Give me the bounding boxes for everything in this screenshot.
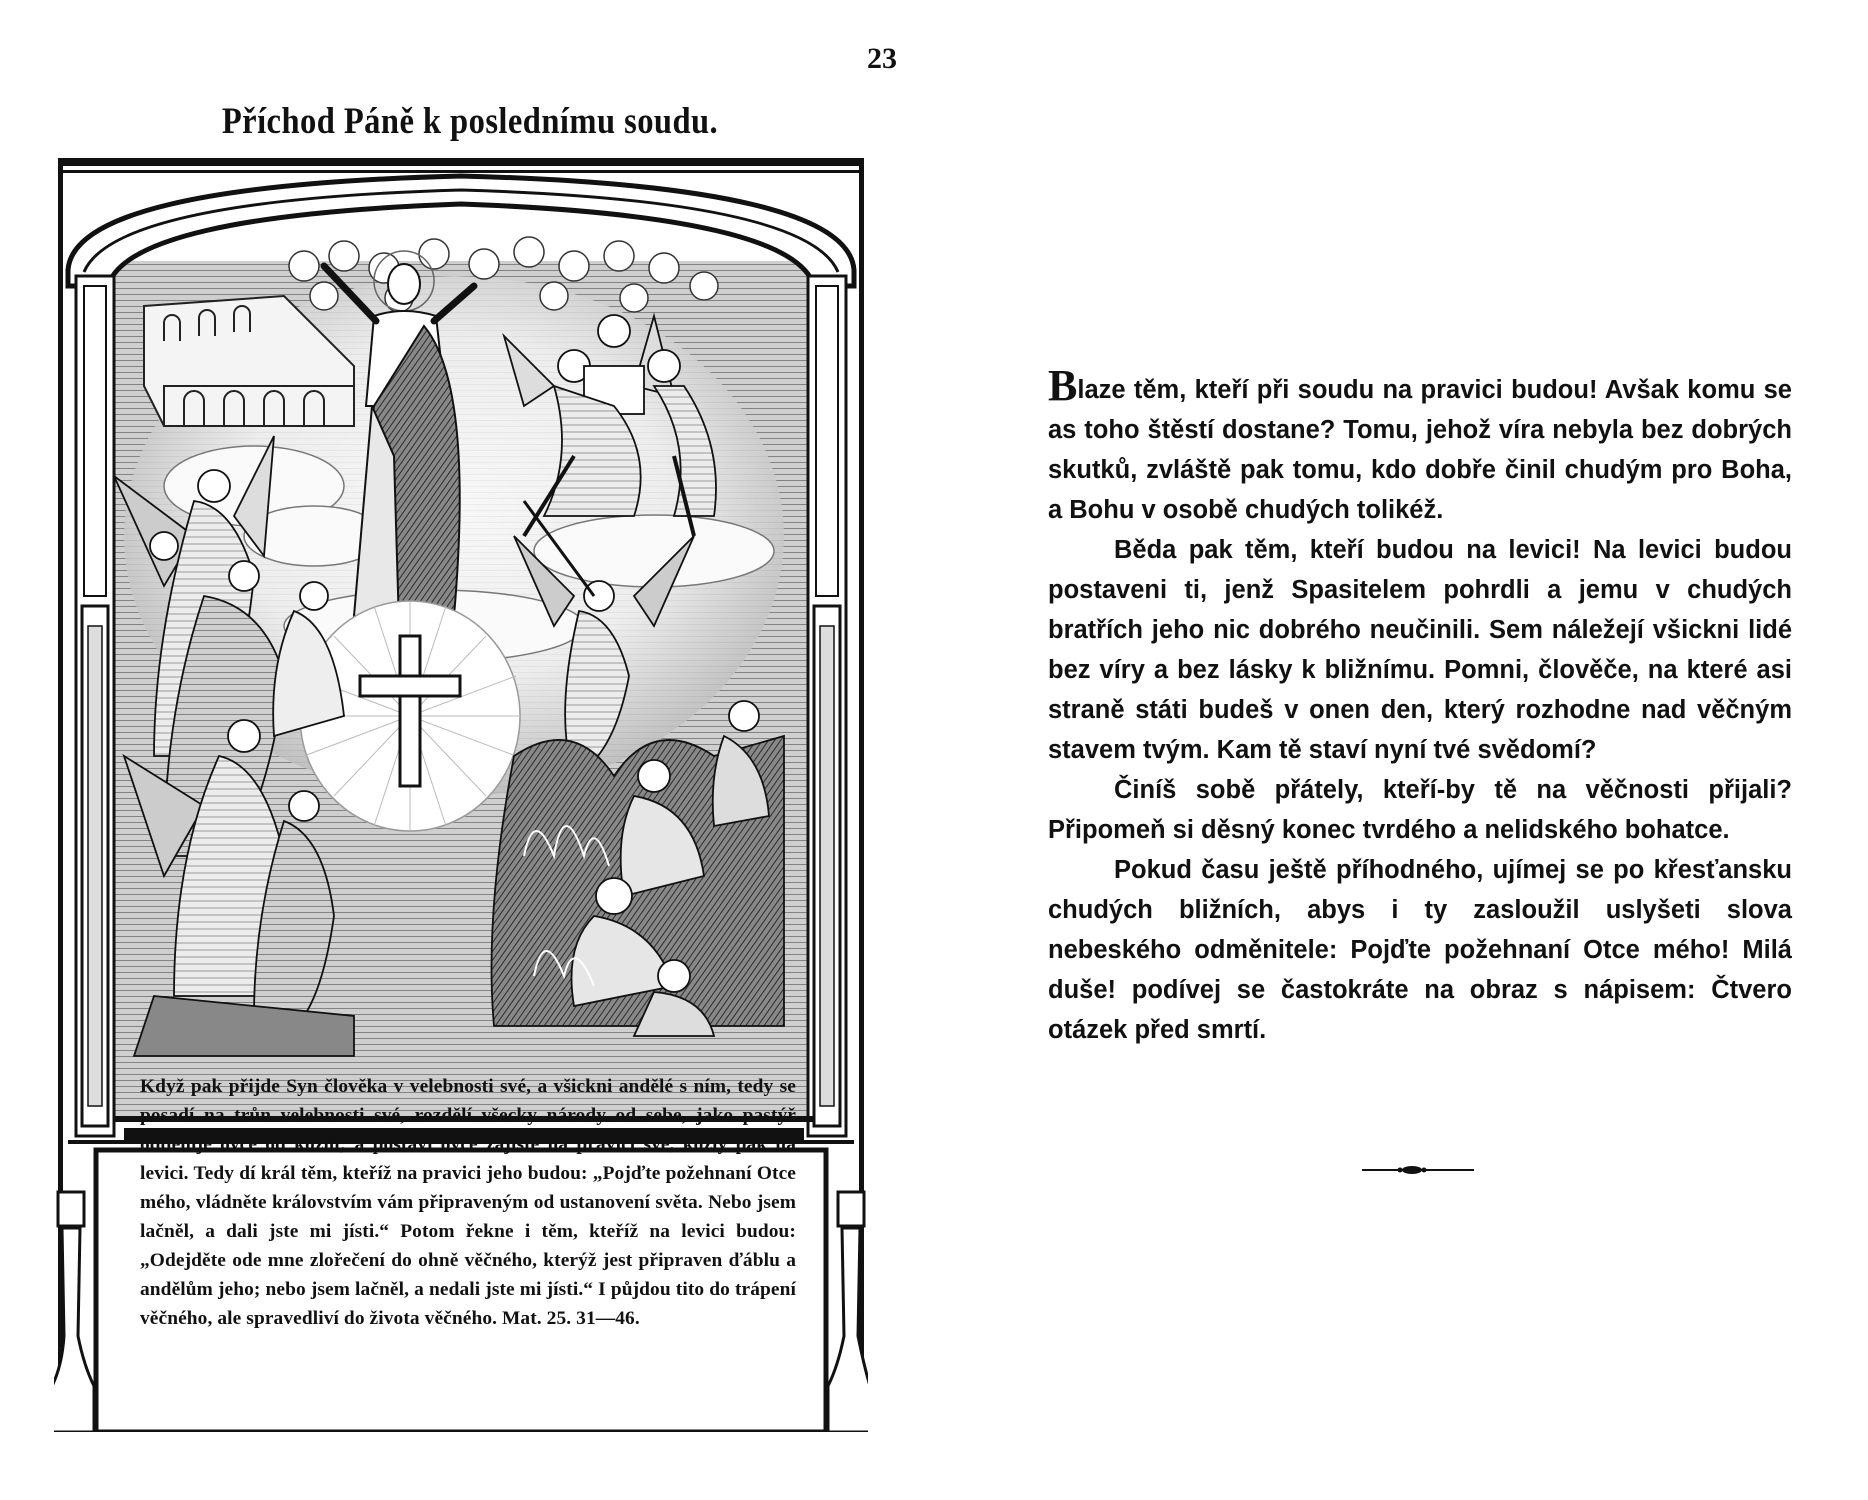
left-pillar [76,276,114,1136]
paragraph-1 [1048,361,1792,530]
paragraph-3: Činíš sobě přátely, kteří-by tě na věčnosti přijali? Připomeň si děsný konec tvrdého a nelidského bohatce. [1048,776,1792,844]
body-text [1048,361,1792,1050]
drop-cap: B [1048,361,1078,410]
plate-caption: Když pak přijde Syn člověka v velebnosti své, a všickni andělé s ním, tedy se posadí na trůn velebnosti své, rozdělí všecky národy od sebe, jako pastýř odděluje ovce od kozlů; a postaví ovce zajisté na pravici své, kozly pak na levici. Tedy dí král těm, kteříž na pravici jeho budou: „Pojďte požehnaní Otce mého, vládněte královstvím vám připraveným od ustanovení světa. Nebo jsem lačněl, a dali jste mi jísti.“ Potom řekne i těm, kteříž na levici budou: „Odejděte ode mne zlořečení do ohně věčného, kterýž jest připraven ďáblu a andělům jeho; nebo jsem lačněl, a nedali jste mi jísti.“ I půjdou tito do trápení věčného, ale spravedliví do života věčného. Mat. 25. 31—46. [140,1076,796,1329]
right-pillar [808,276,846,1136]
page-number: 23 [867,42,897,75]
plate-title: Příchod Páně k poslednímu soudu. [221,101,719,142]
end-ornament [1362,1164,1474,1176]
paragraph-2: Běda pak těm, kteří budou na levici! Na levici budou postaveni ti, jenž Spasitelem pohrdli a jemu v chudých bratřích jeho nic dobrého neučinili. Sem náležejí všickni lidé bez víry a bez lásky k bližnímu. Pomni, člověče, na které asi straně státi budeš v onen den, který rozhodne nad věčným stavem tvým. Kam tě staví nyní tvé svědomí? [1048,536,1792,764]
paragraph-4: Pokud času ještě příhodného, ujímej se po křesťansku chudých bližních, abys i ty zasloužil uslyšeti slova nebeského odměnitele: Pojďte požehnaní Otce mého! Milá duše! podívej se častokráte na obraz s nápisem: Čtvero otázek před smrtí. [1048,856,1792,1044]
paragraph-1-text: laze těm, kteří při soudu na pravici budou! Avšak komu se as toho štěstí dostane? Tomu, jehož víra nebyla bez dobrých skutků, zvláště pak tomu, kdo dobře činil chudým pro Boha, a Bohu v osobě chudých tolikéž. [1048,376,1792,524]
damned-in-fire-right [492,701,785,1036]
